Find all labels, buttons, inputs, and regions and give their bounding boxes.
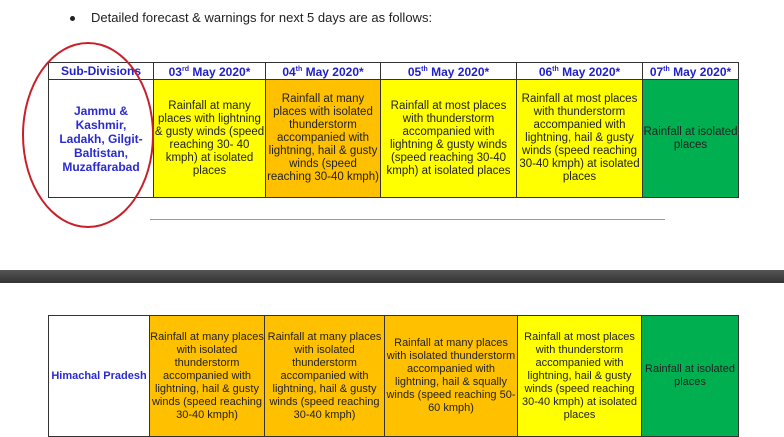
- forecast-cell: Rainfall at isolated places: [642, 316, 739, 437]
- header-row: [49, 63, 739, 80]
- forecast-cell: Rainfall at isolated places: [643, 80, 739, 198]
- forecast-cell: Rainfall at many places with isolated thunderstorm accompanied with lightning, hail & gusty winds (speed reaching 30-40 kmph): [265, 316, 385, 437]
- forecast-cell: Rainfall at many places with isolated thunderstorm accompanied with lightning, hail & squally winds (speed reaching 50-60 kmph): [385, 316, 518, 437]
- header-date: 04th May 2020*: [266, 63, 381, 80]
- divider-line: [150, 219, 665, 220]
- header-sub-divisions: Sub-Divisions: [49, 63, 154, 80]
- table-row: [49, 316, 739, 437]
- forecast-cell: Rainfall at most places with thunderstorm accompanied with lightning, hail & gusty winds (speed reaching 30-40 kmph) at isolated places: [517, 80, 643, 198]
- bullet-icon: [70, 16, 75, 21]
- sub-division-name: Himachal Pradesh: [49, 316, 150, 437]
- header-date: 06th May 2020*: [517, 63, 643, 80]
- red-circle-annotation: [22, 42, 154, 228]
- forecast-cell: Rainfall at most places with thunderstorm accompanied with lightning, hail & gusty winds (speed reaching 30-40 kmph) at isolated places: [518, 316, 642, 437]
- forecast-table-hp: [48, 315, 739, 437]
- header-date: 05th May 2020*: [381, 63, 517, 80]
- intro-bullet: [70, 10, 432, 25]
- page-break-bar: [0, 270, 784, 283]
- forecast-cell: Rainfall at many places with lightning & gusty winds (speed reaching 30- 40 kmph) at isolated places: [154, 80, 266, 198]
- forecast-cell: Rainfall at many places with isolated thunderstorm accompanied with lightning, hail & gusty winds (speed reaching 30-40 kmph): [266, 80, 381, 198]
- forecast-cell: Rainfall at many places with isolated thunderstorm accompanied with lightning, hail & gusty winds (speed reaching 30-40 kmph): [150, 316, 265, 437]
- sub-division-name: Jammu & Kashmir, Ladakh, Gilgit-Baltistan, Muzaffarabad: [49, 80, 154, 198]
- header-date: 07th May 2020*: [643, 63, 739, 80]
- forecast-cell: Rainfall at most places with thunderstorm accompanied with lightning & gusty winds (speed reaching 30-40 kmph) at isolated places: [381, 80, 517, 198]
- header-date: 03rd May 2020*: [154, 63, 266, 80]
- intro-text: Detailed forecast & warnings for next 5 days are as follows:: [91, 10, 433, 25]
